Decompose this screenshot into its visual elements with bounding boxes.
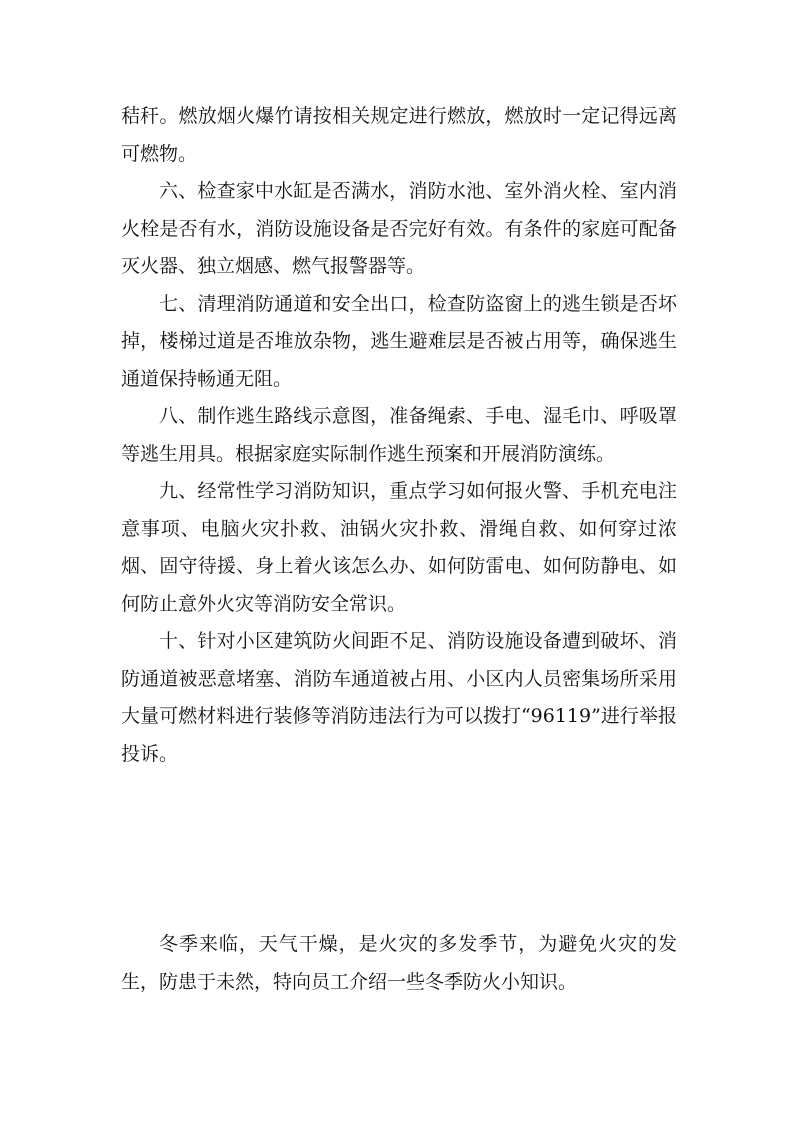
paragraph-item-eight: 八、制作逃生路线示意图，准备绳索、手电、湿毛巾、呼吸罩等逃生用具。根据家庭实际制作逃生预案和开展消防演练。 (121, 405, 677, 465)
paragraph-item-ten: 十、针对小区建筑防火间距不足、消防设施设备遭到破坏、消防通道被恶意堵塞、消防车通道被占用、小区内人员密集场所采用大量可燃材料进行装修等消防违法行为可以拨打“96119”进行举报投诉。 (121, 630, 677, 765)
paragraph-straw-fireworks: 秸秆。燃放烟火爆竹请按相关规定进行燃放，燃放时一定记得远离可燃物。 (121, 105, 677, 165)
body-text-section (121, 98, 677, 773)
paragraph-item-seven: 七、清理消防通道和安全出口，检查防盗窗上的逃生锁是否坏掉，楼梯过道是否堆放杂物，逃生避难层是否被占用等，确保逃生通道保持畅通无阻。 (121, 292, 677, 390)
intro-text-section (121, 926, 677, 1001)
paragraph-item-nine: 九、经常性学习消防知识，重点学习如何报火警、手机充电注意事项、电脑火灾扑救、油锅火灾扑救、滑绳自救、如何穿过浓烟、固守待援、身上着火该怎么办、如何防雷电、如何防静电、如何防止意外火灾等消防安全常识。 (121, 480, 677, 615)
paragraph-item-six: 六、检查家中水缸是否满水，消防水池、室外消火栓、室内消火栓是否有水，消防设施设备是否完好有效。有条件的家庭可配备灭火器、独立烟感、燃气报警器等。 (121, 180, 677, 277)
paragraph-winter-intro: 冬季来临，天气干燥，是火灾的多发季节，为避免火灾的发生，防患于未然，特向员工介绍一些冬季防火小知识。 (121, 933, 677, 993)
